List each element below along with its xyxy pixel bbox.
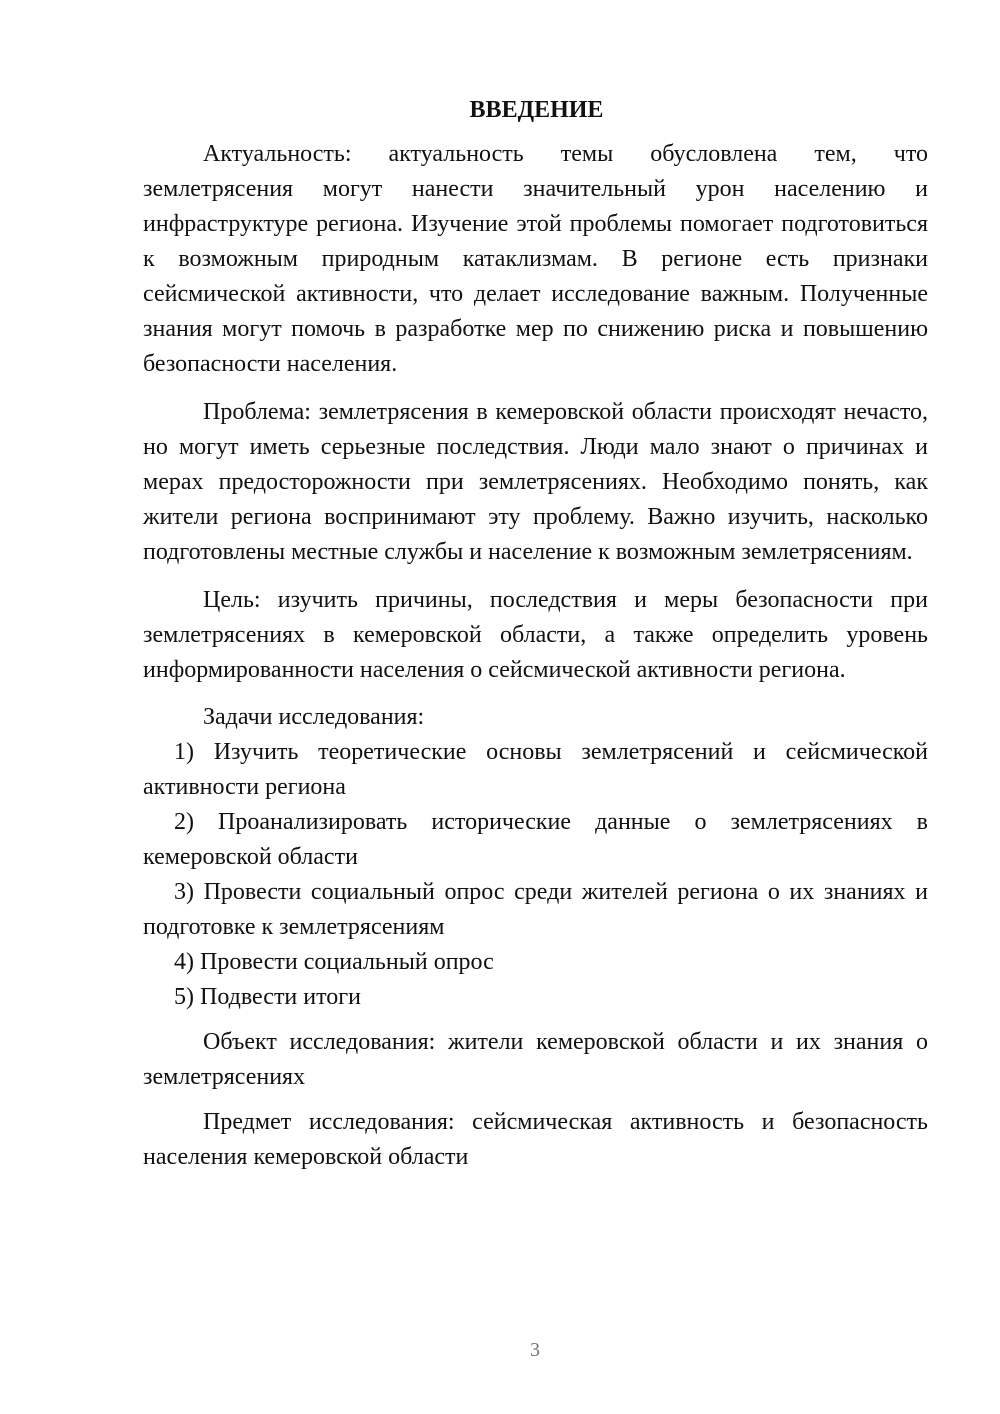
goal-paragraph: Цель: изучить причины, последствия и меры безопасности при землетрясениях в кемеровской области, а также определить уровень информированности населения о сейсмической активности региона. xyxy=(143,587,928,683)
section-title: ВВЕДЕНИЕ xyxy=(469,97,604,123)
object-paragraph: Объект исследования: жители кемеровской области и их знания о землетрясениях xyxy=(143,1029,928,1090)
problem-paragraph: Проблема: землетрясения в кемеровской области происходят нечасто, но могут иметь серьезные последствия. Люди мало знают о причинах и мерах предосторожности при землетрясениях. Необходимо понять, как жители региона воспринимают эту проблему. Важно изучить, насколько подготовлены местные службы и население к возможным землетрясениям. xyxy=(143,399,928,565)
tasks-heading: Задачи исследования: xyxy=(203,704,425,730)
relevance-paragraph: Актуальность: актуальность темы обусловлена тем, что землетрясения могут нанести значительный урон населению и инфраструктуре региона. Изучение этой проблемы помогает подготовиться к возможным природным катаклизмам. В регионе есть признаки сейсмической активности, что делает исследование важным. Полученные знания могут помочь в разработке мер по снижению риска и повышению безопасности населения. xyxy=(143,141,928,377)
page-number: 3 xyxy=(530,1339,540,1361)
task-item-1: 1) Изучить теоретические основы землетрясений и сейсмической активности региона xyxy=(143,739,928,800)
task-item-3: 3) Провести социальный опрос среди жителей региона о их знаниях и подготовке к землетрясениям xyxy=(143,879,928,940)
page-content xyxy=(143,93,928,1175)
task-item-2: 2) Проанализировать исторические данные о землетрясениях в кемеровской области xyxy=(143,809,928,870)
subject-paragraph: Предмет исследования: сейсмическая активность и безопасность населения кемеровской области xyxy=(143,1109,928,1170)
task-item-4: 4) Провести социальный опрос xyxy=(174,949,494,975)
task-item-5: 5) Подвести итоги xyxy=(174,984,361,1010)
